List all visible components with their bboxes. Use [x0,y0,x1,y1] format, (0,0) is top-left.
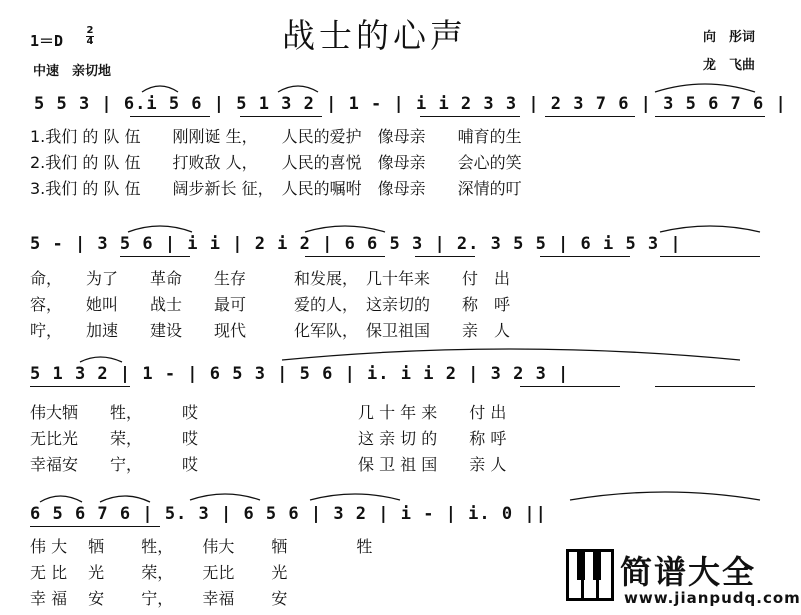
slur [80,357,122,362]
slur [128,226,192,232]
composer-credit: 龙 飞曲 [703,58,756,73]
lyric-row-4-verse-2: 无 比 光 荣， 无比 光 [30,563,288,582]
lyric-row-3-verse-2: 无比光 荣， 哎 这 亲 切 的 称 呼 [30,429,507,448]
slur [142,86,178,92]
slur [655,84,755,92]
lyric-row-1-verse-1: 1.我们 的 队 伍 刚刚诞 生， 人民的爱护 像母亲 哺育的生 [30,127,522,146]
notation-row-3: 5 1 3 2 | 1 - | 6 5 3 | 5 6 | i. i i 2 | 3 2 3 | [30,364,570,384]
slur [660,226,760,232]
song-title: 战士的心声 [282,16,467,55]
piano-keys-icon [566,549,614,601]
meter-top: 2 [86,25,94,36]
lyric-row-2-verse-3: 咛， 加速 建设 现代 化军队， 保卫祖国 亲 人 [30,321,511,340]
lyric-row-3-verse-3: 幸福安 宁， 哎 保 卫 祖 国 亲 人 [30,455,507,474]
lyric-row-4-verse-3: 幸 福 安 宁， 幸福 安 [30,589,288,608]
slur [282,349,740,360]
slur [310,494,400,500]
slur [278,86,318,92]
meter-bottom: 4 [86,36,94,47]
slur [305,226,385,232]
lyric-row-3-verse-1: 伟大牺 牲， 哎 几 十 年 来 付 出 [30,403,507,422]
slur [570,492,760,500]
slur [40,496,82,502]
slur [190,494,260,500]
notation-row-4: 6 5 6 7 6 | 5. 3 | 6 5 6 | 3 2 | i - | i. 0 || [30,504,547,524]
site-watermark [562,545,801,613]
lyric-row-2-verse-2: 容， 她叫 战士 最可 爱的人， 这亲切的 称 呼 [30,295,511,314]
lyric-row-1-verse-2: 2.我们 的 队 伍 打败敌 人， 人民的喜悦 像母亲 会心的笑 [30,153,522,172]
slur [100,496,150,502]
lyricist-credit: 向 彤词 [703,30,756,45]
notation-row-1: 5 5 3 | 6.i 5 6 | 5 1 3 2 | 1 - | i i 2 3 3 | 2 3 7 6 | 3 5 6 7 6 | [34,94,787,114]
watermark-title: 简谱大全 [620,553,757,591]
watermark-url: www.jianpudq.com [624,589,801,607]
notation-row-2: 5 - | 3 5 6 | i i | 2 i 2 | 6 6 5 3 | 2. 3 5 5 | 6 i 5 3 | [30,234,682,254]
lyric-row-1-verse-3: 3.我们 的 队 伍 阔步新长 征， 人民的嘱咐 像母亲 深情的叮 [30,179,522,198]
lyric-row-4-verse-1: 伟 大 牺 牲， 伟大 牺 牲 [30,537,373,556]
key-signature: 1＝D [30,32,64,50]
tempo-marking: 中速 亲切地 [33,64,112,79]
lyric-row-2-verse-1: 命， 为了 革命 生存 和发展， 几十年来 付 出 [30,269,511,288]
